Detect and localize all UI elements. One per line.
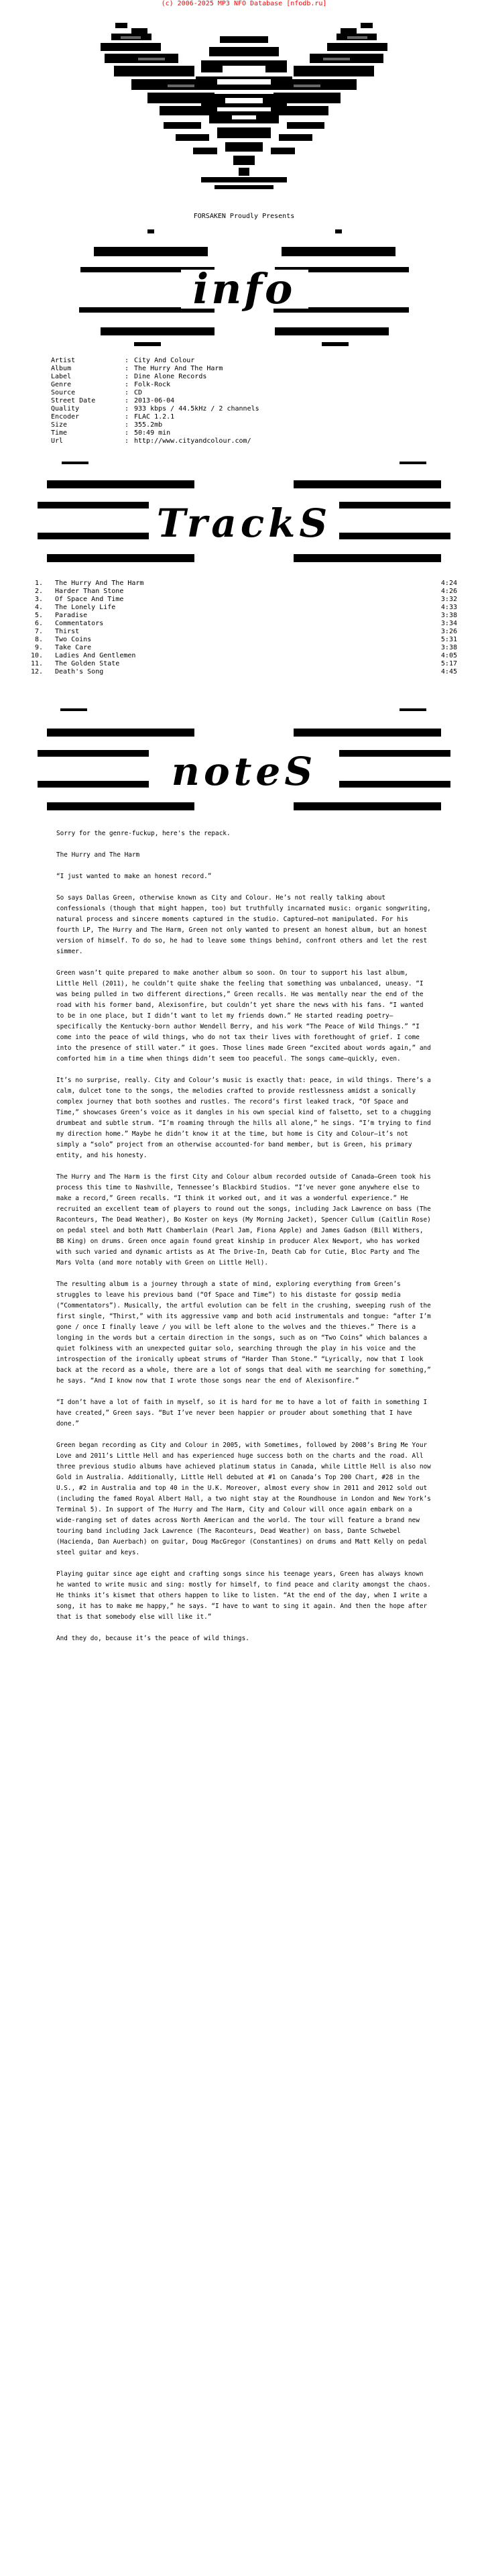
track-spacer — [43, 628, 55, 636]
track-spacer — [43, 612, 55, 620]
track-row — [31, 596, 457, 604]
track-duration: 4:45 — [440, 668, 457, 676]
track-spacer — [43, 588, 55, 596]
info-row — [51, 429, 453, 437]
track-title: Ladies And Gentlemen — [55, 652, 136, 659]
track-row — [31, 620, 457, 628]
track-title: The Hurry And The Harm — [55, 580, 144, 587]
info-value: 50:49 min — [134, 429, 171, 437]
notes-section-title — [0, 702, 488, 825]
track-number: 11. — [31, 660, 44, 667]
track-number: 12. — [31, 668, 44, 676]
track-title: Paradise — [55, 612, 88, 619]
tracks-title-text: TrackS — [156, 500, 332, 546]
info-row — [51, 437, 453, 445]
info-value: 355.2mb — [134, 421, 163, 429]
track-number: 9. — [34, 644, 43, 651]
track-row — [31, 668, 457, 676]
track-spacer — [43, 596, 55, 604]
info-value: CD — [134, 389, 143, 396]
site-header: (c) 2006-2025 MP3 NFO Database [nfodb.ru] — [161, 0, 327, 7]
info-key: Source — [51, 389, 76, 396]
info-row — [51, 357, 453, 365]
info-row — [51, 373, 453, 381]
info-row — [51, 381, 453, 389]
track-number: 6. — [34, 620, 43, 627]
info-key: Street Date — [51, 397, 96, 405]
track-row — [31, 644, 457, 652]
info-title-text: info — [192, 264, 296, 313]
track-duration: 3:38 — [440, 644, 457, 651]
info-separator: : — [125, 405, 129, 413]
info-separator: : — [125, 365, 129, 372]
info-separator: : — [125, 397, 129, 405]
track-spacer — [43, 620, 55, 628]
track-number: 3. — [34, 596, 43, 603]
notes-paragraph: The resulting album is a journey through a state of mind, exploring everything from Green’s struggles to leave his previous band (“Of Space and Time”) to his distaste for gossip media (“Commentators”). Musically, the artful evolution can be felt in the crushing, sweeping rush of the first single, “Thirst,” with its aggressive vamp and both acid instrumentals and tongue: “after I’m gone / once I finally leave / you will be left alone to the wolves and the thieves.” There is a longing in the words but a certain direction in the songs, such as on “Two Coins” which balances a quiet folkiness with an unexpected guitar solo, searching through the play in his voice and the introspection of the ironically upbeat strums of “Harder Than Stone.” “Lyrically, now that I look back at the record as a whole, there are a lot of songs that deal with me searching for something,” he says. “And I know now that I wrote those songs near the end of Alexisonfire.” — [56, 1281, 431, 1385]
track-duration: 4:26 — [440, 588, 457, 595]
track-number: 4. — [34, 604, 43, 611]
notes-paragraph: Green wasn’t quite prepared to make another album so soon. On tour to support his last album, Little Hell (2011), he couldn’t quite shake the feeling that something was unbalanced, uneasy. “I was being pulled in two different directions,” Green recalls. He was mentally near the end of the road with his former band, Alexisonfire, but couldn’t yet share the news with his fans. “I wanted to be in one place, but I didn’t want to let my friends down.” He started reading poetry—specifically the Kentucky-born author Wendell Berry, and his work “The Peace of Wild Things.” “I come into the peace of wild things, who do not tax their lives with forethought of grief. I come into the presence of still water.” it goes. Those lines made Green “excited about words again,” and comforted him in a time when things didn’t seem too peaceful. The songs came—quickly, even. — [56, 969, 431, 1063]
track-title: Take Care — [55, 644, 92, 651]
track-title: The Golden State — [55, 660, 120, 667]
notes-paragraph: And they do, because it’s the peace of wild things. — [56, 1635, 249, 1642]
info-separator: : — [125, 437, 129, 445]
info-row — [51, 421, 453, 429]
info-value: 2013-06-04 — [134, 397, 175, 405]
track-number: 1. — [34, 580, 43, 587]
logo-ansi-art — [0, 9, 488, 211]
info-value: 933 kbps / 44.5kHz / 2 channels — [134, 405, 259, 413]
info-value: FLAC 1.2.1 — [134, 413, 175, 421]
track-title: Of Space And Time — [55, 596, 124, 603]
info-separator: : — [125, 389, 129, 396]
track-row — [31, 604, 457, 612]
track-duration: 4:05 — [440, 652, 457, 659]
info-separator: : — [125, 373, 129, 380]
info-key: Size — [51, 421, 68, 429]
notes-paragraph: So says Dallas Green, otherwise known as City and Colour. He’s not really talking about confessionals (though that might happen, too) but truthfully incarnated music: organic songwriting, natural process and sincere moments captured in the studio. Captured—not manipulated. For his fourth LP, The Hurry and The Harm, Green not only wanted to present an honest album, but an honest version of himself. To do so, he had to leave some things behind, confront others and let the rest simmer. — [56, 894, 431, 955]
track-duration: 4:24 — [440, 580, 457, 587]
track-number: 8. — [34, 636, 43, 643]
track-title: Thirst — [55, 628, 80, 635]
track-list — [31, 580, 457, 676]
info-separator: : — [125, 357, 129, 364]
track-spacer — [43, 652, 55, 660]
info-row — [51, 397, 453, 405]
track-title: Commentators — [55, 620, 104, 627]
track-duration: 3:38 — [440, 612, 457, 619]
info-key: Quality — [51, 405, 80, 413]
info-section-title — [0, 227, 488, 354]
track-number: 2. — [34, 588, 43, 595]
notes-paragraph: The Hurry and The Harm is the first City and Colour album recorded outside of Canada—Green took his process this time to Nashville, Tennessee’s Blackbird Studios. “I’ve never gone anywhere else to make a record,” Green recalls. “I think it worked out, and it was a wonderful experience.” He recruited an excellent team of players to round out the songs, including Jack Lawrence on bass (The Raconteurs, The Dead Weather), Bo Koster on keys (My Morning Jacket), Spencer Cullum (Caitlin Rose) on pedal steel and both Matt Chamberlain (Pearl Jam, Fiona Apple) and James Gadson (Bill Withers, BB King) on drums. Green once again found great kinship in producer Alex Newport, who has worked with such varied and dynamic artists as At The Drive-In, Death Cab for Cutie, Bloc Party and The Mars Volta (and more notably with Green on Little Hell). — [56, 1173, 431, 1267]
presents-line: FORSAKEN Proudly Presents — [193, 213, 295, 220]
track-row — [31, 652, 457, 660]
track-spacer — [43, 660, 55, 668]
info-value: City And Colour — [134, 357, 195, 364]
info-separator: : — [125, 413, 129, 421]
info-key: Url — [51, 437, 64, 445]
info-value: The Hurry And The Harm — [134, 365, 223, 372]
notes-title-text: noteS — [171, 749, 317, 794]
track-duration: 3:26 — [440, 628, 457, 635]
info-url-link[interactable]: http://www.cityandcolour.com/ — [134, 437, 251, 445]
info-row — [51, 389, 453, 397]
info-key: Artist — [51, 357, 76, 364]
track-row — [31, 636, 457, 644]
release-notes — [56, 828, 432, 1655]
track-title: Two Coins — [55, 636, 92, 643]
track-row — [31, 580, 457, 588]
track-title: Harder Than Stone — [55, 588, 124, 595]
track-row — [31, 660, 457, 668]
track-duration: 3:34 — [440, 620, 457, 627]
track-row — [31, 628, 457, 636]
notes-paragraph: It’s no surprise, really. City and Colour’s music is exactly that: peace, in wild things. There’s a calm, dulcet tone to the songs, the melodies crafted to provide restlessness amidst a sonically complex journey that both soothes and rustles. The record’s first leaked track, “Of Space and Time,” showcases Green’s voice as it dangles in his own special kind of falsetto, set to a chugging drumbeat and subtle strum. “I’m roaming through the hills all alone,” he sings. “I’m trying to find my direction home.” Maybe he didn’t know it at the time, but home is City and Colour—it’s not simply a “solo” project from an otherwise accounted-for band member, but is Green, his primary entity, and his honesty. — [56, 1077, 431, 1159]
track-spacer — [43, 636, 55, 644]
tracks-section-title — [0, 453, 488, 577]
info-value: Folk-Rock — [134, 381, 171, 388]
track-spacer — [43, 580, 55, 588]
info-key: Encoder — [51, 413, 80, 421]
notes-paragraph: The Hurry and The Harm — [56, 851, 140, 859]
track-number: 7. — [34, 628, 43, 635]
info-value: Dine Alone Records — [134, 373, 207, 380]
track-duration: 5:17 — [440, 660, 457, 667]
track-duration: 4:33 — [440, 604, 457, 611]
track-number: 10. — [31, 652, 44, 659]
info-row — [51, 413, 453, 421]
info-key: Time — [51, 429, 68, 437]
info-separator: : — [125, 381, 129, 388]
track-title: Death's Song — [55, 668, 104, 676]
info-separator: : — [125, 421, 129, 429]
track-row — [31, 612, 457, 620]
track-row — [31, 588, 457, 596]
notes-paragraph: Green began recording as City and Colour in 2005, with Sometimes, followed by 2008’s Bring Me Your Love and 2011’s Little Hell and has experienced huge success both on the charts and the road. All three previous studio albums have achieved platinum status in Canada, while Little Hell is also now Gold in Australia. Additionally, Little Hell debuted at #1 on Canada’s Top 200 Chart, #28 in the U.S., #2 in Australia and top 40 in the U.K. Moreover, almost every show in 2011 and 2012 sold out (including the famed Royal Albert Hall, a two night stay at the Roundhouse in London and New York’s Terminal 5). In support of The Hurry and The Harm, City and Colour will once again embark on a wide-ranging set of dates across North American and the world. The tour will feature a brand new touring band including Jack Lawrence (The Raconteurs, Dead Weather) on bass, Dante Schwebel (Hacienda, Dan Auerbach) on guitar, Doug MacGregor (Constantines) on drums and Matt Kelly on pedal steel guitar and keys. — [56, 1442, 431, 1556]
notes-paragraph: “I just wanted to make an honest record.” — [56, 873, 212, 880]
track-spacer — [43, 604, 55, 612]
track-duration: 3:32 — [440, 596, 457, 603]
info-row — [51, 365, 453, 373]
track-spacer — [43, 644, 55, 652]
info-key: Label — [51, 373, 72, 380]
notes-paragraph: Sorry for the genre-fuckup, here's the repack. — [56, 830, 231, 837]
info-key: Album — [51, 365, 72, 372]
notes-paragraph: Playing guitar since age eight and crafting songs since his teenage years, Green has always known he wanted to write music and sing: mostly for himself, to find peace and clarity amongst the chaos. He thinks it’s kismet that others happen to like to listen. “At the end of the day, when I write a song, it has to make me happy,” he says. “I have to want to sing it again. And then the hope after that is that somebody else will like it.” — [56, 1570, 431, 1621]
notes-paragraph: “I don’t have a lot of faith in myself, so it is hard for me to have a lot of faith in something I have created,” Green says. “But I’ve never been happier or prouder about something that I have done.” — [56, 1399, 428, 1428]
info-key: Genre — [51, 381, 72, 388]
track-title: The Lonely Life — [55, 604, 116, 611]
track-number: 5. — [34, 612, 43, 619]
info-separator: : — [125, 429, 129, 437]
info-row — [51, 405, 453, 413]
track-spacer — [43, 668, 55, 676]
track-duration: 5:31 — [440, 636, 457, 643]
release-info — [51, 357, 453, 445]
